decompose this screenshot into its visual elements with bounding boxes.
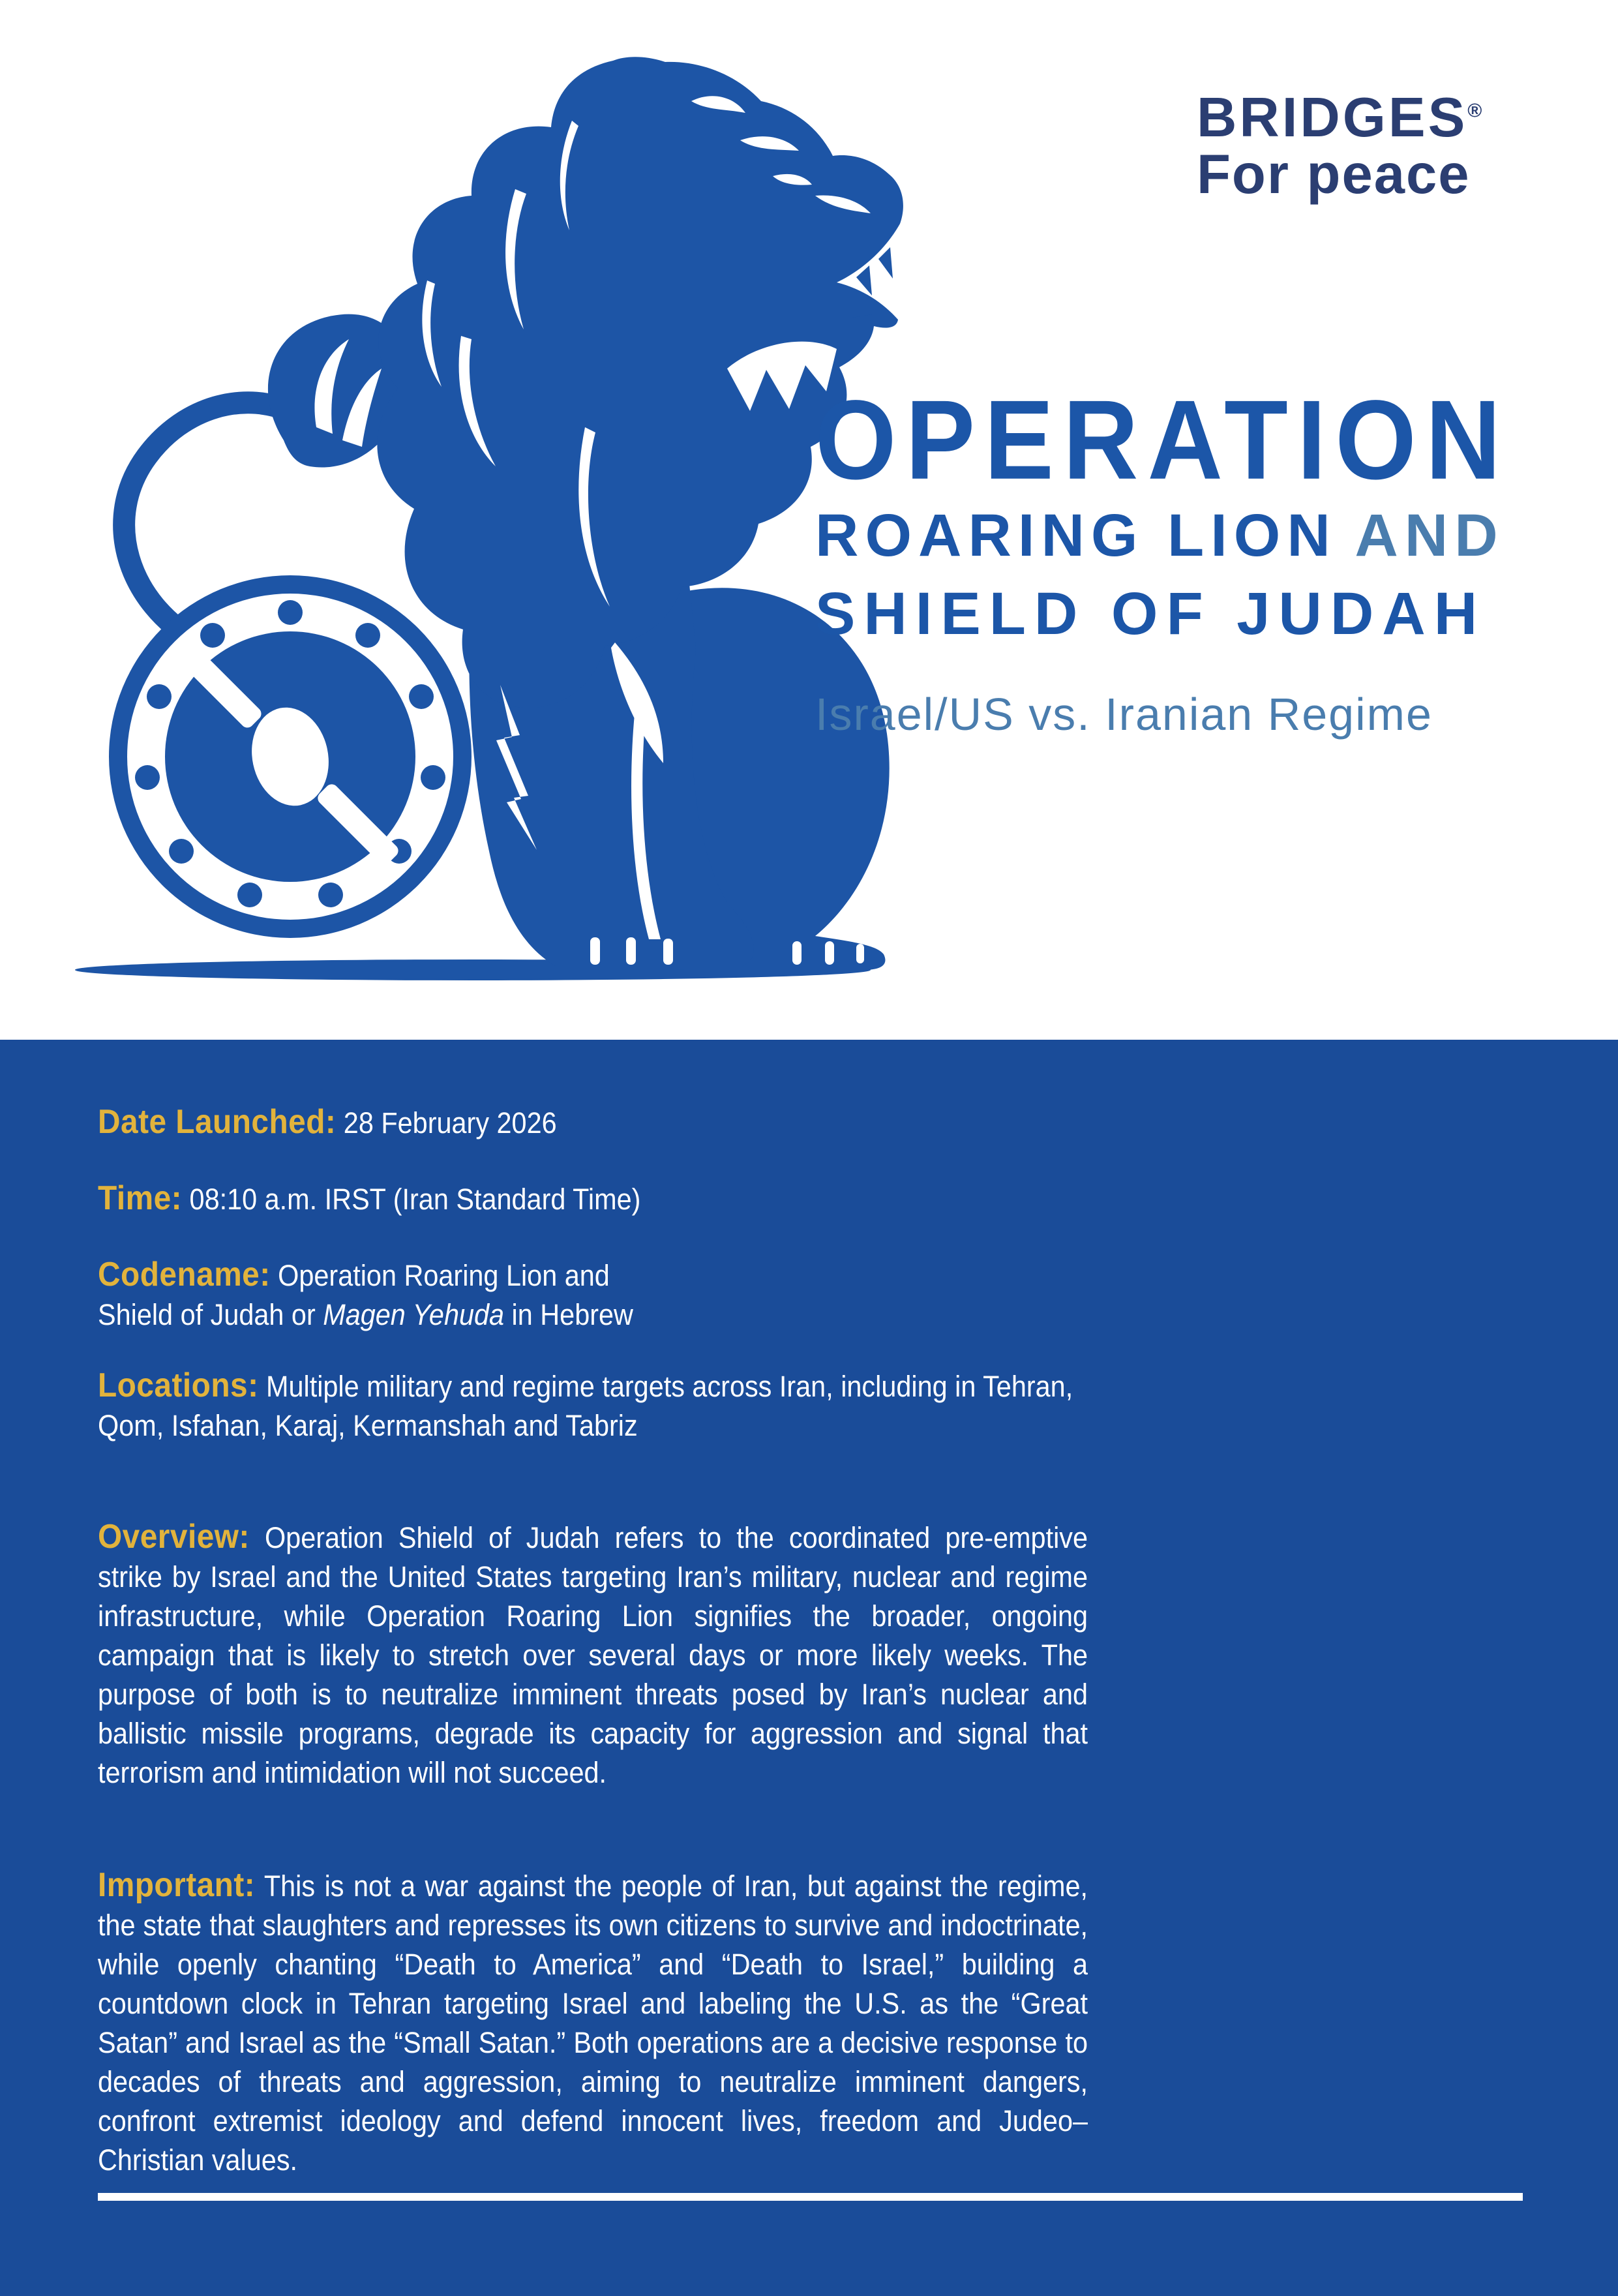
divider-rule: [98, 2193, 1523, 2201]
important-text: This is not a war against the people of Iran, but against the regime, the state that slaughters and represses its own citizens to survive and indoctrinate, while openly chanting “Death to America” and “Death to Israel,” building a countdown clock in Tehran targeting Israel and labeling the U.S. as the “Great Satan” and Israel as the “Small Satan.” Both operations are a decisive response to decades of threats and aggression, aiming to neutralize imminent dangers, confront extremist ideology and defend innocent lives, freedom and Judeo–Christian values.: [98, 1869, 1088, 2177]
date-launched-value: 28 February 2026: [343, 1106, 557, 1140]
codename-hebrew-name: Magen Yehuda: [323, 1298, 505, 1331]
logo-line-bridges: [1197, 87, 1482, 149]
registered-mark-icon: ®: [1467, 100, 1482, 122]
time-row: [98, 1179, 1088, 1219]
overview-paragraph: [98, 1517, 1088, 1792]
title-operation: OPERATION: [815, 376, 1510, 503]
important-label: Important:: [98, 1866, 256, 1904]
roaring-lion-shield-illustration: [36, 23, 903, 1001]
codename-label: Codename:: [98, 1256, 271, 1293]
date-launched-label: Date Launched:: [98, 1103, 337, 1141]
codename-value: Operation Roaring Lion and Shield of Judah or: [98, 1259, 610, 1331]
logo-line-for-peace: For peace: [1197, 144, 1471, 205]
date-launched-row: [98, 1102, 1088, 1143]
overview-text: Operation Shield of Judah refers to the coordinated pre-emptive strike by Israel and the United States targeting Iran’s military, nuclear and regime infrastructure, while Operation Roaring Lion signifies the broader, ongoing campaign that is likely to stretch over several days or more likely weeks. The purpose of both is to neutralize imminent threats posed by Iran’s nuclear and ballistic missile programs, degrade its capacity for aggression and signal that terrorism and intimidation will not succeed.: [98, 1521, 1088, 1789]
codename-row: [98, 1255, 674, 1335]
locations-value: Multiple military and regime targets across Iran, including in Tehran, Qom, Isfahan, Karaj, Kermanshah and Tabriz: [98, 1370, 1073, 1442]
logo-text-bridges: BRIDGES: [1197, 87, 1468, 149]
time-label: Time:: [98, 1179, 183, 1217]
info-panel: [0, 1040, 1618, 2296]
subtitle-israel-us-vs-iranian-regime: Israel/US vs. Iranian Regime: [815, 689, 1433, 740]
title-and: AND: [1355, 502, 1505, 569]
round-shield: [109, 575, 472, 938]
time-value: 08:10 a.m. IRST (Iran Standard Time): [189, 1183, 641, 1216]
overview-label: Overview:: [98, 1518, 250, 1556]
title-roaring-lion-and: [815, 502, 1505, 569]
hero-section: [0, 0, 1618, 1040]
important-paragraph: [98, 1865, 1088, 2180]
brand-logo: [1197, 87, 1482, 205]
title-shield-of-judah: SHIELD OF JUDAH: [815, 581, 1486, 647]
locations-row: [98, 1366, 1088, 1445]
locations-label: Locations:: [98, 1367, 259, 1404]
codename-value-suffix: in Hebrew: [511, 1298, 633, 1331]
title-roaring-lion: ROARING LION: [815, 502, 1337, 569]
